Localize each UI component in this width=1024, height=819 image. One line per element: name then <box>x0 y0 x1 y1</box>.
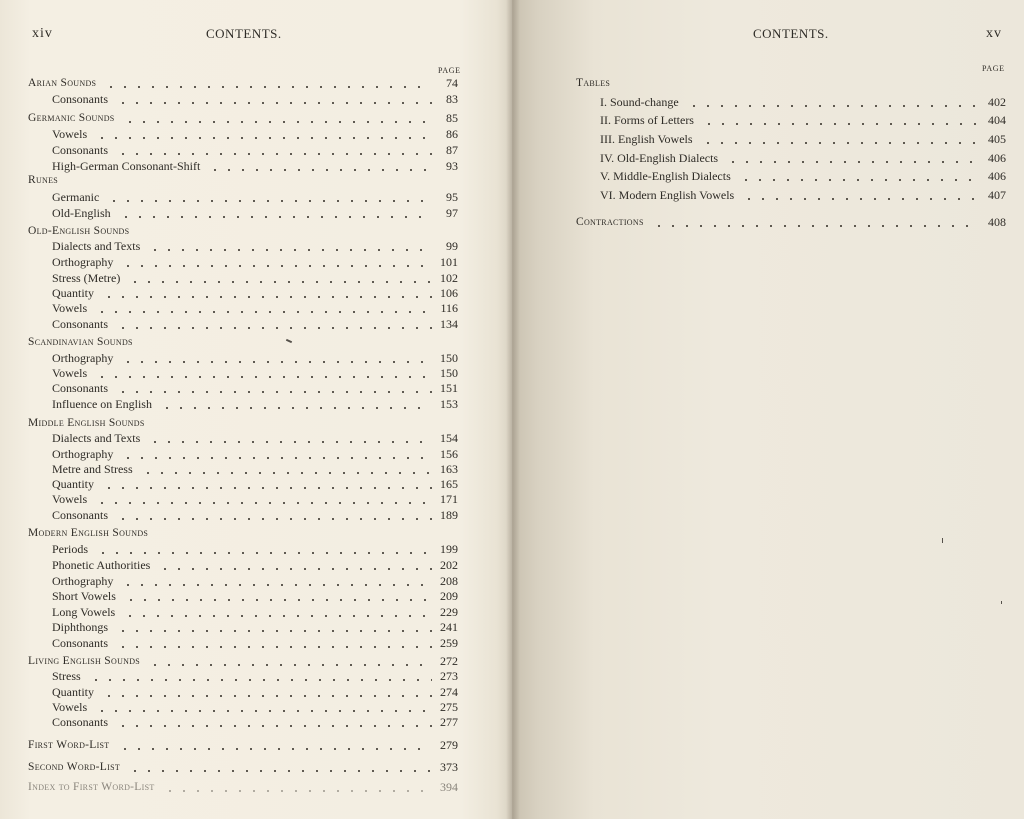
subsection-title: Quantity <box>52 685 94 699</box>
toc-entry <box>0 668 512 684</box>
subsection-title: Consonants <box>52 715 109 729</box>
section-heading: Runes <box>28 174 59 186</box>
ink-speck <box>1001 601 1002 604</box>
toc-entry <box>0 604 512 620</box>
toc-entry <box>512 131 1024 147</box>
dot-leader <box>116 518 432 520</box>
subsection-title: Orthography <box>52 351 114 365</box>
toc-entry <box>0 172 512 188</box>
section-heading: Arian Sounds <box>28 77 97 89</box>
dot-leader <box>89 679 432 681</box>
dot-leader <box>116 153 432 155</box>
subsection-title: III. English Vowels <box>600 132 693 146</box>
dot-leader <box>128 770 432 772</box>
ink-speck <box>942 538 943 543</box>
page-number: 151 <box>440 381 458 395</box>
page-number: 93 <box>446 159 458 173</box>
dot-leader <box>148 249 432 251</box>
toc-entry <box>0 779 512 795</box>
page-column-label-left: PAGE <box>438 66 461 75</box>
subsection-title: Vowels <box>52 127 88 141</box>
page-number: 404 <box>988 113 1006 127</box>
subsection-title: High-German Consonant-Shift <box>52 159 201 173</box>
dot-leader <box>739 179 980 181</box>
toc-entry <box>0 491 512 507</box>
dot-leader <box>116 630 432 632</box>
page-number: 97 <box>446 206 458 220</box>
page-number: 156 <box>440 447 458 461</box>
dot-leader <box>116 391 432 393</box>
page-number: 202 <box>440 558 458 572</box>
page-number: 150 <box>440 351 458 365</box>
toc-entry <box>0 126 512 142</box>
toc-entry <box>0 380 512 396</box>
subsection-title: Dialects and Texts <box>52 239 141 253</box>
toc-entry <box>0 285 512 301</box>
page-number: 199 <box>440 542 458 556</box>
page-number: 279 <box>440 738 458 752</box>
toc-entry <box>0 573 512 589</box>
toc-entry <box>0 714 512 730</box>
toc-entry <box>0 759 512 775</box>
dot-leader <box>121 584 432 586</box>
toc-entry <box>0 588 512 604</box>
toc-entry <box>0 350 512 366</box>
page-number: 394 <box>440 780 458 794</box>
section-heading: First Word-List <box>28 739 110 751</box>
page-number: 86 <box>446 127 458 141</box>
subsection-title: Consonants <box>52 92 109 106</box>
toc-entry <box>0 430 512 446</box>
dot-leader <box>96 552 432 554</box>
dot-leader <box>107 200 432 202</box>
page-number: 163 <box>440 462 458 476</box>
dot-leader <box>141 472 432 474</box>
subsection-title: Periods <box>52 542 88 556</box>
dot-leader <box>687 105 980 107</box>
toc-entry <box>0 415 512 431</box>
dot-leader <box>160 407 432 409</box>
dot-leader <box>118 748 432 750</box>
dot-leader <box>726 161 980 163</box>
toc-entry <box>0 223 512 239</box>
subsection-title: Phonetic Authorities <box>52 558 151 572</box>
dot-leader <box>702 123 980 125</box>
running-head-left: CONTENTS. <box>206 26 282 41</box>
toc-entry <box>512 94 1024 110</box>
toc-entry <box>0 525 512 541</box>
toc-entry <box>0 300 512 316</box>
page-number: 408 <box>988 215 1006 229</box>
page-number: 406 <box>988 169 1006 183</box>
dot-leader <box>102 487 432 489</box>
dot-leader <box>104 86 432 88</box>
toc-entry <box>0 91 512 107</box>
page-number: 274 <box>440 685 458 699</box>
toc-entry <box>0 189 512 205</box>
subsection-title: Germanic <box>52 190 100 204</box>
toc-entry <box>0 254 512 270</box>
subsection-title: V. Middle-English Dialects <box>600 169 731 183</box>
subsection-title: Vowels <box>52 366 88 380</box>
section-heading: Living English Sounds <box>28 655 141 667</box>
page-number: 154 <box>440 431 458 445</box>
page-number: 95 <box>446 190 458 204</box>
toc-entry <box>0 110 512 126</box>
dot-leader <box>123 121 432 123</box>
toc-entry <box>0 461 512 477</box>
toc-entry <box>0 396 512 412</box>
toc-entry <box>0 684 512 700</box>
section-heading: Modern English Sounds <box>28 527 149 539</box>
dot-leader <box>116 646 432 648</box>
subsection-title: Orthography <box>52 574 114 588</box>
toc-entry <box>512 214 1024 230</box>
toc-entry <box>0 205 512 221</box>
dot-leader <box>119 216 432 218</box>
page-number: 402 <box>988 95 1006 109</box>
page-number: 241 <box>440 620 458 634</box>
toc-entry <box>512 150 1024 166</box>
section-heading: Tables <box>576 77 611 89</box>
dot-leader <box>121 457 432 459</box>
page-number: 277 <box>440 715 458 729</box>
section-heading: Middle English Sounds <box>28 417 145 429</box>
page-number: 153 <box>440 397 458 411</box>
dot-leader <box>116 327 432 329</box>
subsection-title: Short Vowels <box>52 589 116 603</box>
dot-leader <box>128 281 432 283</box>
subsection-title: Long Vowels <box>52 605 116 619</box>
dot-leader <box>95 710 432 712</box>
dot-leader <box>95 502 432 504</box>
toc-entry <box>0 316 512 332</box>
page-number: 87 <box>446 143 458 157</box>
page-number: 259 <box>440 636 458 650</box>
dot-leader <box>163 790 432 792</box>
subsection-title: Vowels <box>52 492 88 506</box>
subsection-title: I. Sound-change <box>600 95 679 109</box>
subsection-title: Orthography <box>52 255 114 269</box>
page-number: 165 <box>440 477 458 491</box>
subsection-title: Vowels <box>52 700 88 714</box>
page-number: 116 <box>440 301 458 315</box>
toc-entry <box>0 476 512 492</box>
section-heading: Index to First Word-List <box>28 781 155 793</box>
toc-entry <box>0 365 512 381</box>
subsection-title: Quantity <box>52 286 94 300</box>
toc-entry <box>0 699 512 715</box>
toc-entry <box>512 168 1024 184</box>
page-number: 102 <box>440 271 458 285</box>
page-number: 189 <box>440 508 458 522</box>
dot-leader <box>208 169 432 171</box>
subsection-title: Dialects and Texts <box>52 431 141 445</box>
dot-leader <box>124 599 432 601</box>
toc-entry <box>0 75 512 91</box>
toc-entry <box>0 653 512 669</box>
toc-entry <box>0 270 512 286</box>
page-number: 83 <box>446 92 458 106</box>
toc-entry <box>0 619 512 635</box>
toc-entry <box>0 737 512 753</box>
subsection-title: Consonants <box>52 636 109 650</box>
section-heading: Old-English Sounds <box>28 225 130 237</box>
toc-entry <box>0 541 512 557</box>
toc-entry <box>0 635 512 651</box>
page-number: 405 <box>988 132 1006 146</box>
subsection-title: Consonants <box>52 317 109 331</box>
subsection-title: Orthography <box>52 447 114 461</box>
subsection-title: Vowels <box>52 301 88 315</box>
subsection-title: Diphthongs <box>52 620 109 634</box>
subsection-title: Consonants <box>52 381 109 395</box>
page-number: 74 <box>446 76 458 90</box>
dot-leader <box>742 198 980 200</box>
section-heading: Germanic Sounds <box>28 112 115 124</box>
subsection-title: Quantity <box>52 477 94 491</box>
page-column-label-right: PAGE <box>982 64 1005 73</box>
dot-leader <box>148 441 432 443</box>
subsection-title: Consonants <box>52 143 109 157</box>
page-number: 208 <box>440 574 458 588</box>
toc-entry <box>0 557 512 573</box>
dot-leader <box>102 695 432 697</box>
page-number-left: xiv <box>32 26 53 41</box>
book-gutter <box>506 0 520 819</box>
section-heading: Scandinavian Sounds <box>28 336 133 348</box>
subsection-title: Metre and Stress <box>52 462 133 476</box>
subsection-title: Stress (Metre) <box>52 271 121 285</box>
dot-leader <box>158 568 432 570</box>
dot-leader <box>116 725 432 727</box>
page-number: 373 <box>440 760 458 774</box>
page-number: 99 <box>446 239 458 253</box>
toc-entry <box>0 142 512 158</box>
subsection-title: Old-English <box>52 206 111 220</box>
subsection-title: IV. Old-English Dialects <box>600 151 719 165</box>
dot-leader <box>95 376 432 378</box>
subsection-title: Consonants <box>52 508 109 522</box>
section-heading: Contractions <box>576 216 644 228</box>
dot-leader <box>116 102 432 104</box>
page-number: 272 <box>440 654 458 668</box>
subsection-title: Stress <box>52 669 81 683</box>
dot-leader <box>652 225 980 227</box>
page-number: 275 <box>440 700 458 714</box>
toc-entry <box>0 507 512 523</box>
page-number: 134 <box>440 317 458 331</box>
dot-leader <box>701 142 980 144</box>
subsection-title: VI. Modern English Vowels <box>600 188 735 202</box>
page-number: 209 <box>440 589 458 603</box>
toc-entry <box>512 187 1024 203</box>
page-number: 171 <box>440 492 458 506</box>
page-number: 407 <box>988 188 1006 202</box>
dot-leader <box>102 296 432 298</box>
dot-leader <box>123 615 432 617</box>
dot-leader <box>121 361 432 363</box>
toc-entry <box>0 334 512 350</box>
page-number-right: xv <box>986 26 1002 41</box>
dot-leader <box>148 664 432 666</box>
page-number: 150 <box>440 366 458 380</box>
toc-entry <box>512 112 1024 128</box>
section-heading: Second Word-List <box>28 761 121 773</box>
page-number: 406 <box>988 151 1006 165</box>
page-number: 273 <box>440 669 458 683</box>
page-number: 106 <box>440 286 458 300</box>
subsection-title: II. Forms of Letters <box>600 113 694 127</box>
toc-entry <box>512 75 1024 91</box>
subsection-title: Influence on English <box>52 397 152 411</box>
toc-entry <box>0 446 512 462</box>
contents-list-right <box>512 0 1024 819</box>
page-number: 85 <box>446 111 458 125</box>
running-head-right: CONTENTS. <box>753 26 829 41</box>
right-page <box>512 0 1024 819</box>
page-number: 101 <box>440 255 458 269</box>
page-number: 229 <box>440 605 458 619</box>
dot-leader <box>95 311 432 313</box>
dot-leader <box>121 265 432 267</box>
dot-leader <box>95 137 432 139</box>
toc-entry <box>0 238 512 254</box>
